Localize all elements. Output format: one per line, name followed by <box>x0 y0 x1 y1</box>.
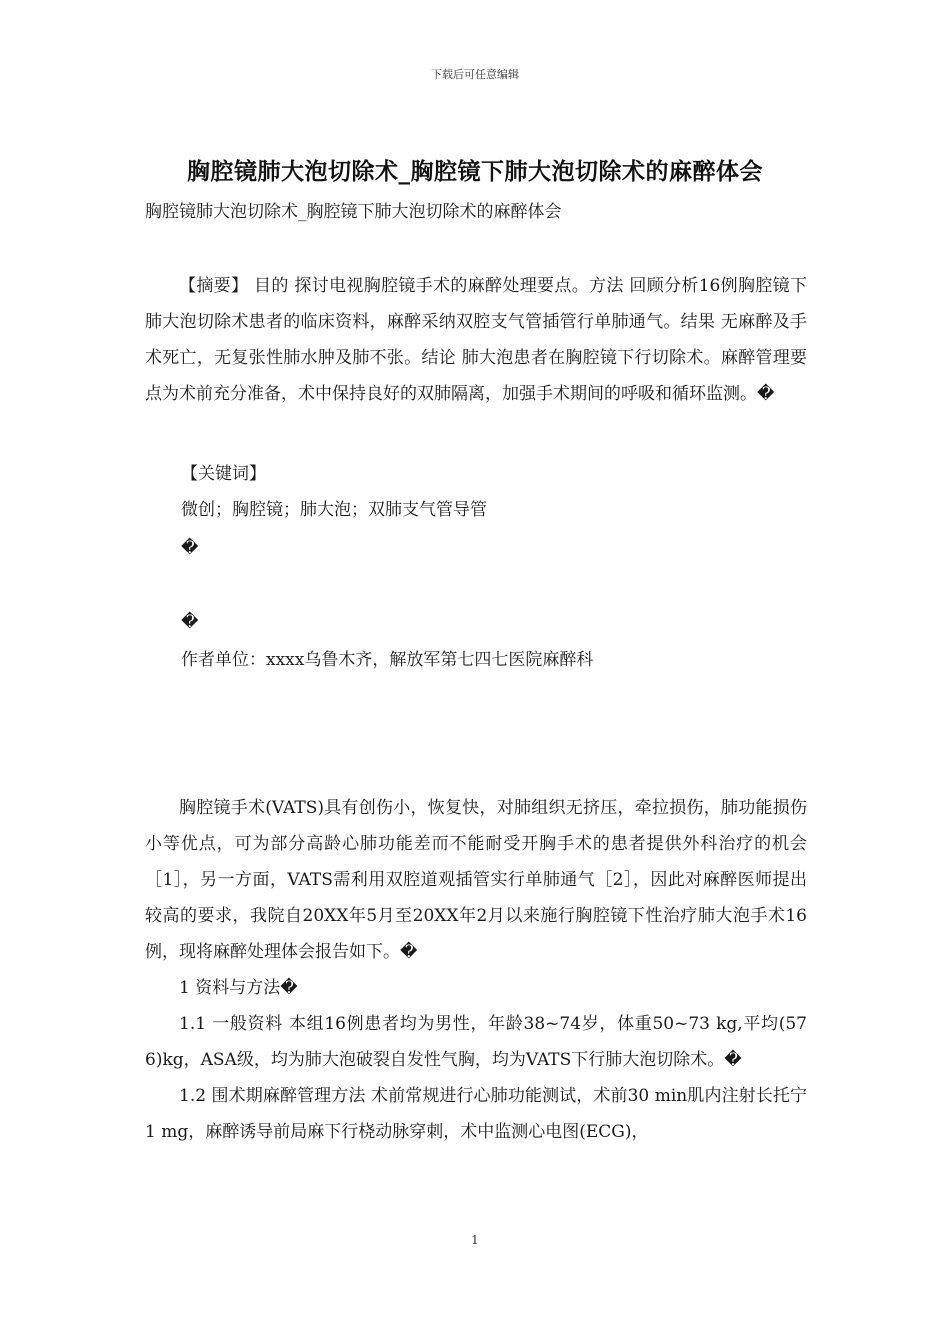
keywords-text: 微创；胸腔镜；肺大泡；双肺支气管导管 <box>181 500 487 520</box>
placeholder-glyph: � <box>181 612 199 632</box>
abstract-block <box>145 268 807 412</box>
document-title: 胸腔镜肺大泡切除术_胸腔镜下肺大泡切除术的麻醉体会 <box>187 158 763 185</box>
main-body <box>145 790 807 1150</box>
page-number: 1 <box>471 1233 479 1247</box>
page-header-note: 下载后可任意编辑 <box>431 68 519 81</box>
document-subtitle: 胸腔镜肺大泡切除术_胸腔镜下肺大泡切除术的麻醉体会 <box>145 202 562 222</box>
abstract-paragraph: 【摘要】 目的 探讨电视胸腔镜手术的麻醉处理要点。方法 回顾分析16例胸腔镜下肺大泡切除术患者的临床资料，麻醉采纳双腔支气管插管行单肺通气。结果 无麻醉及手术死亡，无复张性肺水肿及肺不张。结论 肺大泡患者在胸腔镜下行切除术。麻醉管理要点为术前充分准备，术中保持良好的双肺隔离，加强手术期间的呼吸和循环监测。� <box>145 276 807 404</box>
section-heading-1: 1 资料与方法� <box>179 978 298 998</box>
keywords-label: 【关键词】 <box>181 464 266 484</box>
section-1-2-paragraph: 1.2 围术期麻醉管理方法 术前常规进行心肺功能测试，术前30 min肌内注射长托宁1 mg，麻醉诱导前局麻下行桡动脉穿刺，术中监测心电图(ECG)， <box>145 1086 807 1142</box>
section-1-1-paragraph: 1.1 一般资料 本组16例患者均为男性，年龄38~74岁，体重50~73 kg,平均(57 6)kg，ASA级，均为肺大泡破裂自发性气胸，均为VATS下行肺大泡切除术。� <box>145 1014 807 1070</box>
author-unit: 作者单位：xxxx乌鲁木齐，解放军第七四七医院麻醉科 <box>181 650 594 670</box>
intro-paragraph: 胸腔镜手术(VATS)具有创伤小，恢复快，对肺组织无挤压，牵拉损伤，肺功能损伤小等优点，可为部分高龄心肺功能差而不能耐受开胸手术的患者提供外科治疗的机会［1］，另一方面，VATS需利用双腔道观插管实行单肺通气［2］，因此对麻醉医师提出较高的要求，我院自20XX年5月至20XX年2月以来施行胸腔镜下性治疗肺大泡手术16例，现将麻醉处理体会报告如下。� <box>145 798 807 962</box>
placeholder-glyph: � <box>181 538 199 558</box>
